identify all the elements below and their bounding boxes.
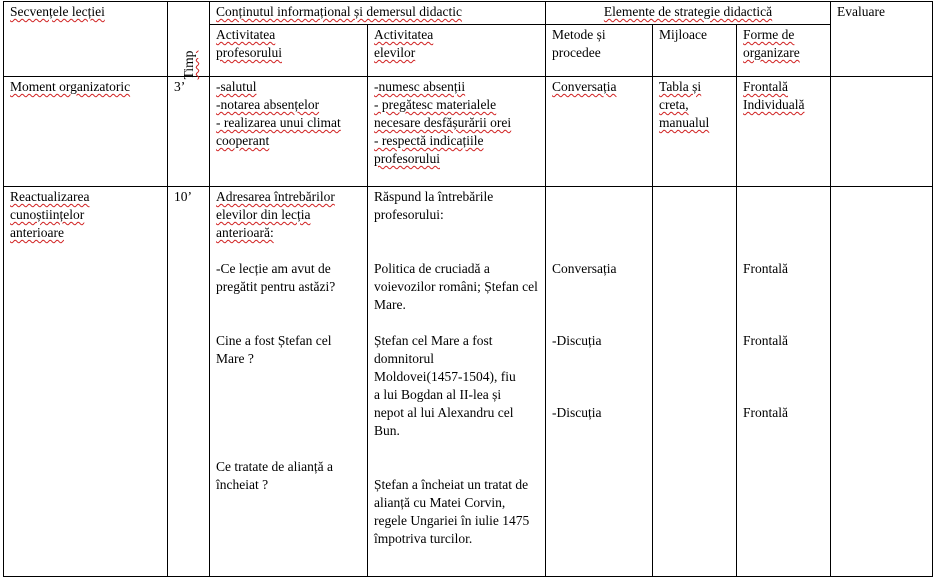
secventa-2-text: Reactualizarea cunoștiințelor anterioare [10, 189, 90, 240]
metode-2: -Discuția [552, 333, 602, 348]
header-evaluare [831, 2, 933, 77]
header-metode-label: Metode și procedee [552, 27, 606, 60]
secventa-text: Moment organizatoric [10, 79, 131, 94]
header-mijloace-label: Mijloace [659, 27, 707, 42]
answer-1: Politica de cruciadă a voievozilor români; Ștefan cel Mare. [374, 261, 538, 312]
header-secvente [4, 2, 168, 77]
header-mijloace [653, 25, 737, 77]
cell-elevi [368, 77, 546, 187]
header-timp-label: Timp [180, 50, 196, 80]
timp-text: 3’ [174, 79, 186, 94]
header-activitatea-elevilor [368, 25, 546, 77]
profesor-intro: Adresarea întrebărilor elevilor din lecția anterioară: [216, 189, 335, 240]
cell-timp-2 [168, 187, 210, 577]
answer-3: Ștefan a încheiat un tratat de alianță cu Matei Corvin, regele Ungariei în iulie 1475 împotriva turcilor. [374, 477, 530, 546]
elevi-intro: Răspund la întrebările profesorului: [374, 189, 494, 222]
header-forme [737, 25, 831, 77]
forme-text: Frontală Individuală [743, 79, 805, 112]
cell-profesor-2 [210, 187, 368, 577]
row-moment-organizatoric [4, 77, 933, 187]
forme-3: Frontală [743, 405, 789, 420]
header-timp [168, 2, 210, 80]
metode-3: -Discuția [552, 405, 602, 420]
cell-elevi-2 [368, 187, 546, 577]
cell-mijloace [653, 77, 737, 187]
forme-1: Frontală [743, 261, 789, 276]
header-metode [546, 25, 653, 77]
cell-profesor [210, 77, 368, 187]
cell-forme [737, 77, 831, 187]
header-activitatea-profesorului [210, 25, 368, 77]
question-1: -Ce lecție am avut de pregătit pentru astăzi? [216, 261, 336, 294]
question-2: Cine a fost Ștefan cel Mare ? [216, 333, 332, 366]
cell-mijloace-2 [653, 187, 737, 577]
profesor-text: -salutul -notarea absențelor - realizarea unui climat cooperant [216, 79, 341, 148]
header-activitatea-profesorului-label: Activitatea profesorului [216, 27, 282, 60]
header-elemente-label: Elemente de strategie didactică [603, 4, 773, 19]
answer-2: Ștefan cel Mare a fost domnitorul Moldovei(1457-1504), fiu a lui Bogdan al II-lea și nepot al lui Alexandru cel Bun. [374, 333, 516, 438]
header-activitatea-elevilor-label: Activitatea elevilor [374, 27, 434, 60]
cell-metode-2 [546, 187, 653, 577]
header-row-1 [4, 2, 933, 25]
cell-forme-2 [737, 187, 831, 577]
mijloace-text: Tabla și creta, manualul [659, 79, 710, 130]
header-secvente-label: Secvențele lecției [10, 4, 105, 19]
timp-2-text: 10’ [174, 189, 192, 204]
cell-evaluare [831, 77, 933, 187]
cell-secventa-2 [4, 187, 168, 577]
elevi-text: -numesc absenții - pregătesc materialele necesare desfășurării orei - respectă indicațiile profesorului [374, 79, 512, 166]
metode-1: Conversația [552, 261, 617, 276]
header-forme-label: Forme de organizare [743, 27, 800, 60]
header-continut-label: Conținutul informațional și demersul didactic [216, 4, 462, 19]
header-elemente [546, 2, 831, 25]
cell-secventa [4, 77, 168, 187]
cell-evaluare-2 [831, 187, 933, 577]
header-evaluare-label: Evaluare [837, 4, 886, 19]
cell-metode [546, 77, 653, 187]
question-3: Ce tratate de alianță a încheiat ? [216, 459, 333, 492]
cell-timp [168, 77, 210, 187]
header-continut [210, 2, 546, 25]
lesson-plan-table [3, 1, 933, 577]
metode-text: Conversația [552, 79, 617, 94]
row-reactualizarea [4, 187, 933, 577]
forme-2: Frontală [743, 333, 789, 348]
